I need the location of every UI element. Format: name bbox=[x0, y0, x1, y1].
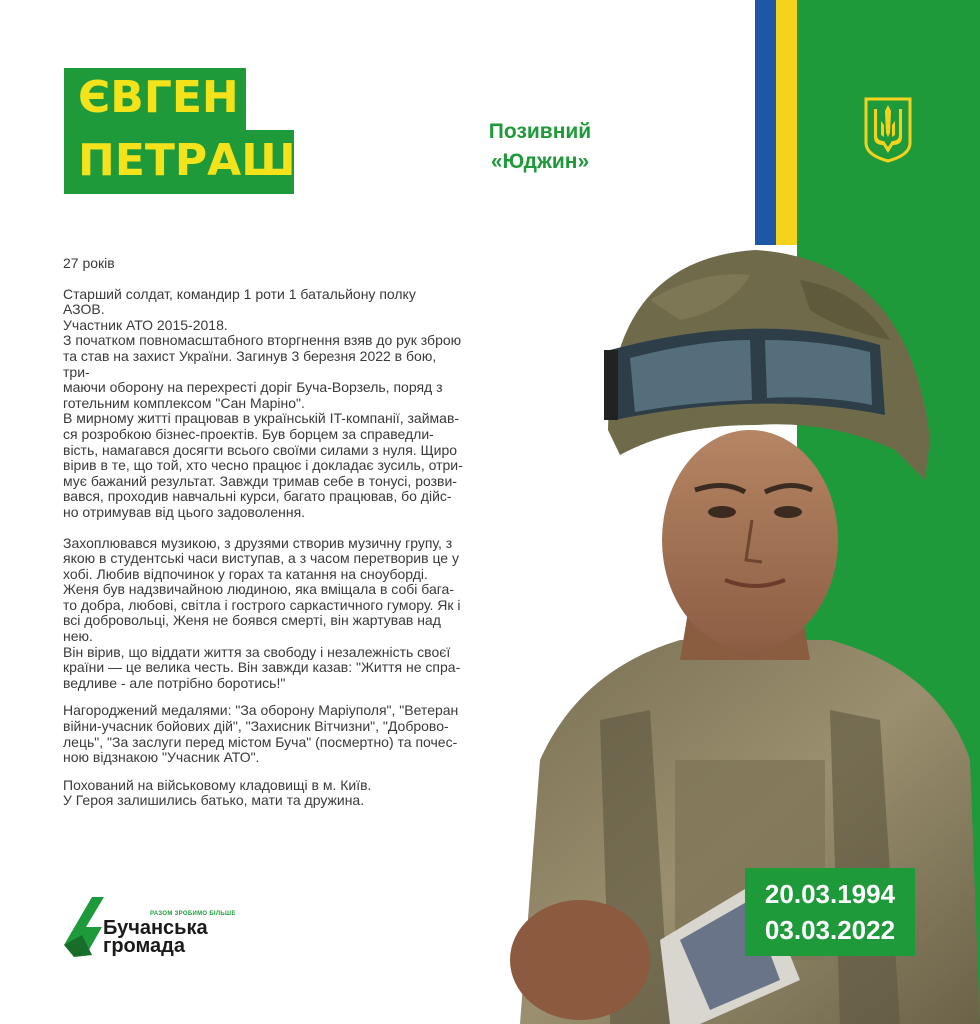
life-dates-box bbox=[745, 868, 915, 956]
birth-date: 20.03.1994 bbox=[764, 879, 896, 909]
death-date: 03.03.2022 bbox=[764, 915, 896, 945]
flag-stripe-yellow bbox=[776, 0, 797, 245]
callsign-label: Позивний bbox=[488, 120, 592, 143]
bio-age: 27 років bbox=[63, 255, 115, 271]
callsign-block bbox=[440, 117, 640, 177]
callsign-value: «Юджин» bbox=[490, 150, 590, 173]
bio-paragraph-burial: Похований на військовому кладовищі в м. Київ. У Героя залишились батько, мати та дружина. bbox=[63, 776, 372, 809]
last-name: ПЕТРАШ bbox=[78, 135, 296, 186]
biography bbox=[63, 256, 463, 809]
logo-text-line2: громада bbox=[103, 935, 185, 957]
logo-text-line1: Бучанська bbox=[103, 917, 208, 939]
flag-stripe-blue bbox=[755, 0, 776, 245]
bio-paragraph-service: Старший солдат, командир 1 роти 1 батальйону полку АЗОВ. Участник АТО 2015-2018. З початком повномасштабного вторгнення взяв до рук зброю та став на захист України. Загинув 3 березня 2022 в бою, три- маючи оборону на перехресті доріг Буча-Ворзель, поряд з готельним комплексом "Сан Маріно". В мирному житті працював в українській IT-компанії, займав- ся розробкою бізнес-проектів. Був борцем за справедли- вість, намагався досягти всього своїми силами з нуля. Щиро вірив в те, що той, хто чесно працює і докладає зусиль, отри- мує бажаний результат. Завжди тримав себе в тонусі, розви- вався, проходив навчальні курси, багато працював, бо дійс- но отримував від цього задоволення. bbox=[63, 285, 463, 520]
trident-emblem-icon bbox=[862, 95, 914, 163]
first-name: ЄВГЕН bbox=[78, 72, 239, 123]
bio-paragraph-personal: Захоплювався музикою, з друзями створив музичну групу, з якою в студентські часи виступав, а з часом перетворив це у хобі. Любив відпочинок у горах та катання на сноуборді. Женя був надзвичайною людиною, яка вміщала в собі бага- то добра, любові, світла і гострого саркастичного гумору. Як і всі добровольці, Женя не боявся смерті, він жартував над нею. Він вірив, що віддати життя за свободу і незалежність своєї країни — це велика честь. Він завжди казав: "Життя не спра- ведливе - але потрібно боротись!" bbox=[63, 534, 461, 691]
logo-tagline: РАЗОМ ЗРОБИМО БІЛЬШЕ bbox=[150, 911, 236, 917]
bio-paragraph-awards: Нагороджений медалями: "За оборону Маріуполя", "Ветеран війни-учасник бойових дій", "Захисник Вітчизни", "Доброво- лець", "За заслуги перед містом Буча" (посмертно) та почес- ною відзнакою "Учасник АТО". bbox=[63, 702, 459, 766]
